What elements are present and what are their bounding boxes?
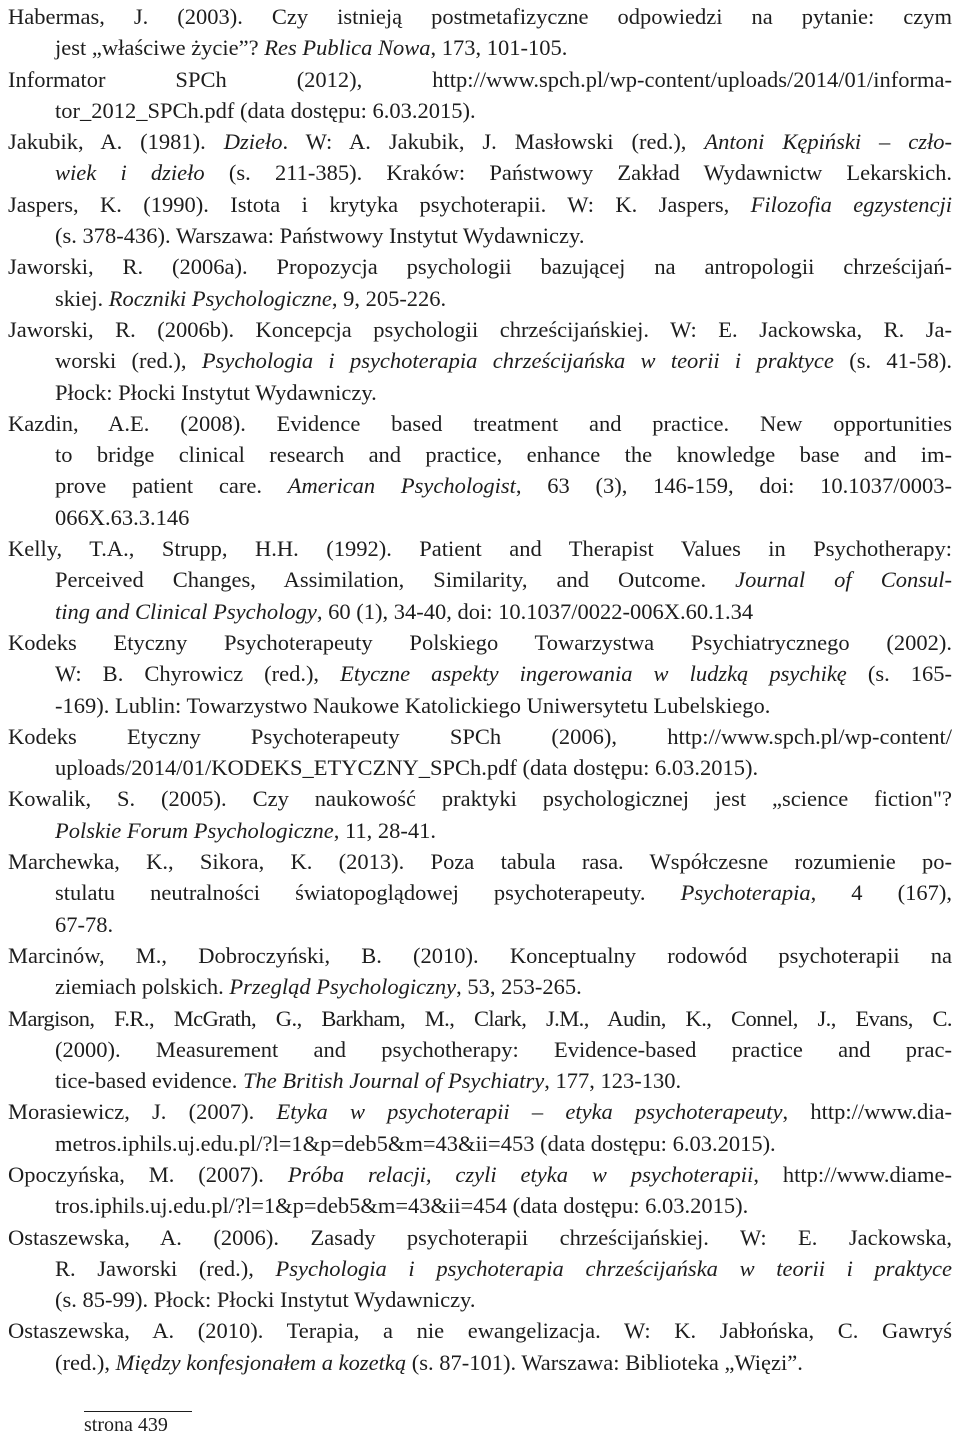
ref-line: (red.), Między konfesjonałem a kozetką (s. 87-101). Warszawa: Biblioteka „Więzi”. [55,1349,803,1375]
bibliography [8,1,952,1378]
book-title: Etyczne aspekty ingerowania w ludzką psychikę [340,661,847,687]
ref-line: (2000). Measurement and psychotherapy: Evidence-based practice and prac- [55,1036,952,1062]
ref-line: Jaworski, R. (2006b). Koncepcja psychologii chrześcijańskiej. W: E. Jackowska, R. Ja- [8,316,952,342]
ref-line: Informator SPCh (2012), http://www.spch.pl/wp-content/uploads/2014/01/informa- [8,66,952,92]
reference-margison-2000 [8,1003,952,1097]
ref-line: Kowalik, S. (2005). Czy naukowość praktyki psychologicznej jest „science fiction"? [8,786,952,812]
journal-title: Roczniki Psychologiczne [108,285,332,311]
ref-line: tice-based evidence. The British Journal of Psychiatry, 177, 123-130. [55,1068,682,1094]
ref-line: Margison, F.R., McGrath, G., Barkham, M., Clark, J.M., Audin, K., Connel, J., Evans, C. [8,1005,952,1031]
ref-line: Kelly, T.A., Strupp, H.H. (1992). Patient and Therapist Values in Psychotherapy: [8,536,952,562]
reference-morasiewicz-2007 [8,1096,952,1159]
journal-title: Res Publica Nowa [264,35,431,61]
ref-line: stulatu neutralności światopoglądowej psychoterapeuty. Psychoterapia, 4 (167), [55,880,952,906]
journal-title: Psychoterapia [680,880,811,906]
reference-opoczynska-2007 [8,1159,952,1222]
ref-line: worski (red.), Psychologia i psychoterapia chrześcijańska w teorii i praktyce (s. 41-58). [55,348,953,374]
reference-jaspers-1990 [8,189,952,252]
ref-line: Morasiewicz, J. (2007). Etyka w psychoterapii – etyka psychoterapeuty, http://www.dia- [8,1099,952,1125]
reference-kodeks-ptp-2002 [8,627,952,721]
ref-line: Kodeks Etyczny Psychoterapeuty Polskiego Towarzystwa Psychiatrycznego (2002). [8,629,952,655]
reference-ostaszewska-2010 [8,1315,952,1378]
journal-title: American Psychologist [287,473,516,499]
ref-line: 066X.63.3.146 [55,504,190,530]
ref-line: skiej. Roczniki Psychologiczne, 9, 205-226. [55,285,447,311]
journal-title: Journal of Consul- [735,567,952,593]
ref-line: -169). Lublin: Towarzystwo Naukowe Katolickiego Uniwersytetu Lubelskiego. [55,692,771,718]
book-title: Psychologia i psychoterapia chrześcijańska w teorii i praktyce [275,1255,952,1281]
ref-line: Polskie Forum Psychologiczne, 11, 28-41. [55,817,436,843]
work-title: Etyka w psychoterapii – etyka psychoterapeuty [276,1099,783,1125]
ref-line: R. Jaworski (red.), Psychologia i psychoterapia chrześcijańska w teorii i praktyce [55,1255,952,1281]
ref-line: W: B. Chyrowicz (red.), Etyczne aspekty ingerowania w ludzką psychikę (s. 165- [55,661,952,687]
journal-title: The British Journal of Psychiatry [243,1068,545,1094]
ref-line: Jaspers, K. (1990). Istota i krytyka psychoterapii. W: K. Jaspers, Filozofia egzystencji [8,191,952,217]
ref-line: ting and Clinical Psychology, 60 (1), 34-40, doi: 10.1037/0022-006X.60.1.34 [55,598,754,624]
ref-line: uploads/2014/01/KODEKS_ETYCZNY_SPCh.pdf (data dostępu: 6.03.2015). [55,755,759,781]
book-title: wiek i dzieło [55,160,205,186]
reference-jaworski-2006a [8,251,952,314]
page-number: strona 439 [84,1414,168,1436]
reference-kelly-strupp-1992 [8,533,952,627]
ref-line: Płock: Płocki Instytut Wydawniczy. [55,379,377,405]
page-number-footer [84,1411,192,1437]
ref-line: ziemiach polskich. Przegląd Psychologiczny, 53, 253-265. [55,974,582,1000]
reference-jaworski-2006b [8,314,952,408]
reference-ostaszewska-2006 [8,1222,952,1316]
ref-line: Ostaszewska, A. (2010). Terapia, a nie ewangelizacja. W: K. Jabłońska, C. Gawryś [8,1318,952,1344]
ref-line: Habermas, J. (2003). Czy istnieją postmetafizyczne odpowiedzi na pytanie: czym [8,4,952,29]
ref-line: Jaworski, R. (2006a). Propozycja psychologii bazującej na antropologii chrześcijań- [8,254,952,280]
ref-line: metros.iphils.uj.edu.pl/?l=1&p=deb5&m=43&ii=453 (data dostępu: 6.03.2015). [55,1130,776,1156]
reference-habermas-2003 [8,1,952,64]
ref-line: Kazdin, A.E. (2008). Evidence based treatment and practice. New opportunities [8,410,952,436]
ref-line: prove patient care. American Psychologist, 63 (3), 146-159, doi: 10.1037/0003- [55,473,952,499]
ref-line: (s. 378-436). Warszawa: Państwowy Instytut Wydawniczy. [55,223,585,249]
book-title: Filozofia egzystencji [750,191,952,217]
journal-title: Przegląd Psychologiczny [229,974,457,1000]
reference-kodeks-spch-2006 [8,721,952,784]
reference-marcinow-2010 [8,940,952,1003]
ref-line: 67-78. [55,911,114,937]
journal-title: ting and Clinical Psychology [55,598,317,624]
ref-line: Jakubik, A. (1981). Dzieło. W: A. Jakubik, J. Masłowski (red.), Antoni Kępiński – czło- [8,129,952,155]
work-title: Dzieło [223,129,283,155]
ref-line: Kodeks Etyczny Psychoterapeuty SPCh (2006), http://www.spch.pl/wp-content/ [8,723,952,749]
reference-marchewka-sikora-2013 [8,846,952,940]
ref-line: Marcinów, M., Dobroczyński, B. (2010). Konceptualny rodowód psychoterapii na [8,942,952,968]
ref-line: to bridge clinical research and practice, enhance the knowledge base and im- [55,442,952,468]
book-title: Antoni Kępiński – czło- [704,129,952,155]
ref-line: wiek i dzieło (s. 211-385). Kraków: Państwowy Zakład Wydawnictw Lekarskich. [55,160,952,186]
ref-line: Perceived Changes, Assimilation, Similarity, and Outcome. Journal of Consul- [55,567,952,593]
work-title: Próba relacji, czyli etyka w psychoterapii [287,1161,754,1187]
reference-kazdin-2008 [8,408,952,533]
ref-line: jest „właściwe życie”? Res Publica Nowa, 173, 101-105. [55,35,568,61]
book-title: Psychologia i psychoterapia chrześcijańska w teorii i praktyce [201,348,834,374]
reference-jakubik-1981 [8,126,952,189]
book-title: Między konfesjonałem a kozetką [115,1349,407,1375]
ref-line: (s. 85-99). Płock: Płocki Instytut Wydawniczy. [55,1287,476,1313]
journal-title: Polskie Forum Psychologiczne [55,817,334,843]
reference-kowalik-2005 [8,783,952,846]
reference-informator-spch-2012 [8,64,952,127]
ref-line: Marchewka, K., Sikora, K. (2013). Poza tabula rasa. Współczesne rozumienie po- [8,849,952,875]
ref-line: tor_2012_SPCh.pdf (data dostępu: 6.03.2015). [55,97,476,123]
ref-line: Ostaszewska, A. (2006). Zasady psychoterapii chrześcijańskiej. W: E. Jackowska, [8,1224,952,1250]
ref-line: Opoczyńska, M. (2007). Próba relacji, czyli etyka w psychoterapii, http://www.diame- [8,1161,952,1187]
ref-line: tros.iphils.uj.edu.pl/?l=1&p=deb5&m=43&ii=454 (data dostępu: 6.03.2015). [55,1193,749,1219]
